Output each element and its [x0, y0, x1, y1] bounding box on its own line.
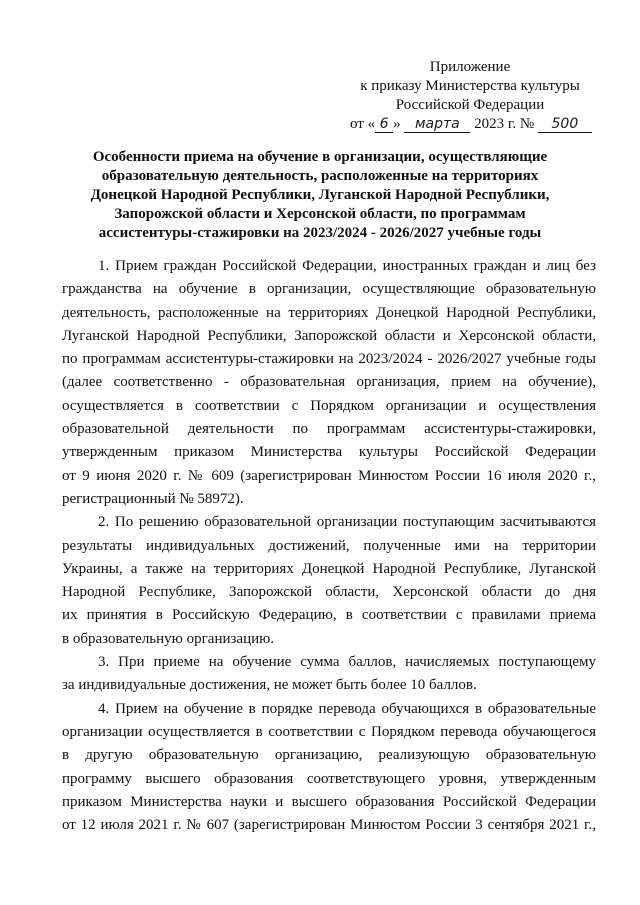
date-day-handwritten: 6: [375, 117, 393, 133]
text-line: в другую образовательную организацию, реализующую образовательную: [62, 747, 596, 764]
text-line: Народной Республике, Запорожской области, Херсонской области до дня: [62, 584, 596, 601]
text-line: 4. Прием на обучение в порядке перевода обучающихся в образовательные: [98, 700, 596, 717]
title-line: образовательную деятельность, расположенные на территориях: [101, 168, 539, 184]
date-month-handwritten: марта: [404, 117, 470, 133]
text-line: гражданства на обучение в организации, осуществляющие образовательную: [62, 281, 596, 298]
date-year-number: 2023 г. №: [474, 116, 535, 132]
paragraph-4: [62, 698, 596, 838]
title-line: Особенности приема на обучение в организации, осуществляющие: [92, 149, 548, 165]
text-line: деятельность, расположенные на территориях Донецкой Народной Республики,: [62, 304, 596, 321]
paragraph-3: [62, 651, 596, 698]
text-line: (далее соответственно - образовательная организация, прием на обучение),: [62, 374, 596, 391]
text-line: их принятия в Российскую Федерацию, в соответствии с правилами приема: [62, 607, 596, 624]
text-line: Луганской Народной Республики, Запорожской области и Херсонской области,: [62, 327, 596, 344]
text-line: от 12 июля 2021 г. № 607 (зарегистрирован Минюстом России 3 сентября 2021 г.,: [62, 817, 596, 834]
appendix-header: [340, 58, 600, 134]
appendix-order-ref: к приказу Министерства культуры: [360, 78, 580, 94]
text-line: осуществляется в соответствии с Порядком организации и осуществления: [62, 397, 596, 414]
text-line: 1. Прием граждан Российской Федерации, иностранных граждан и лиц без: [98, 258, 596, 274]
text-line: образовательной деятельности по программам ассистентуры-стажировки,: [62, 421, 596, 438]
text-line: результаты индивидуальных достижений, полученные ими на территории: [62, 537, 596, 554]
order-date-line: [340, 115, 600, 134]
document-title: [70, 148, 570, 243]
text-line: программу высшего образования соответствующего уровня, утвержденным: [62, 770, 596, 787]
text-line: 2. По решению образовательной организации поступающим засчитываются: [98, 514, 596, 531]
text-line: организации осуществляется в соответствии с Порядком перевода обучающегося: [62, 723, 596, 740]
text-line: от 9 июня 2020 г. № 609 (зарегистрирован Минюстом России 16 июля 2020 г.,: [62, 467, 596, 484]
date-prefix: от «: [350, 116, 376, 132]
date-mid: »: [393, 116, 401, 132]
paragraph-1: [62, 255, 596, 511]
text-line: за индивидуальные достижения, не может быть более 10 баллов.: [62, 677, 477, 694]
appendix-ministry: Российской Федерации: [395, 97, 545, 113]
text-line: по программам ассистентуры-стажировки на 2023/2024 - 2026/2027 учебные годы: [62, 351, 596, 368]
title-line: Запорожской области и Херсонской области, по программам: [114, 206, 526, 222]
title-line: Донецкой Народной Республики, Луганской Народной Республики,: [90, 187, 550, 203]
text-line: регистрационный № 58972).: [62, 490, 244, 507]
text-line: утвержденным приказом Министерства культуры Российской Федерации: [62, 444, 596, 461]
title-line: ассистентуры-стажировки на 2023/2024 - 2026/2027 учебные годы: [98, 225, 542, 241]
paragraph-2: [62, 511, 596, 651]
text-line: в образовательную организацию.: [62, 630, 275, 647]
appendix-label: Приложение: [429, 59, 511, 75]
document-body: [62, 255, 596, 837]
text-line: Украины, а также на территориях Донецкой Народной Республике, Луганской: [62, 560, 596, 577]
text-line: 3. При приеме на обучение сумма баллов, начисляемых поступающему: [98, 654, 596, 671]
text-line: приказом Министерства науки и высшего образования Российской Федерации: [62, 793, 596, 810]
order-number-handwritten: 500: [538, 117, 592, 133]
